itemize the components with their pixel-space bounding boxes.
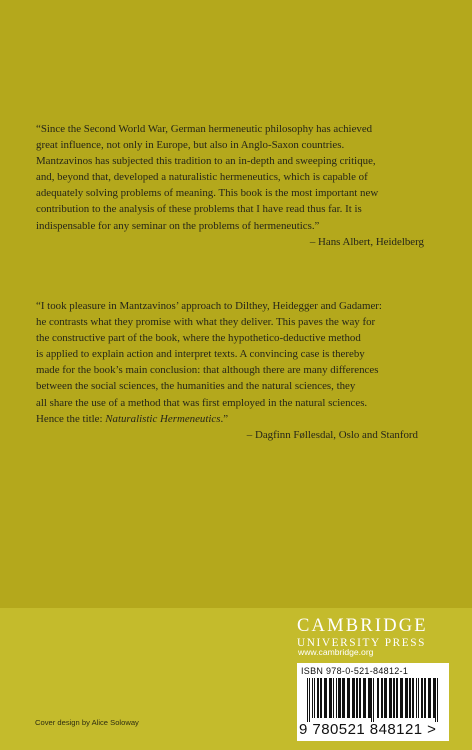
review-quote-albert: [36, 121, 442, 250]
quote-line: contribution to the analysis of these problems that I have read thus far. It is: [36, 203, 362, 216]
publisher-url: www.cambridge.org: [298, 647, 374, 657]
barcode-guard-bar: [309, 678, 310, 722]
quote-line: is applied to explain action and interpret texts. A convincing case is thereby: [36, 348, 365, 361]
barcode-bar: [428, 678, 431, 718]
quote-line: he contrasts what they promise with what they deliver. This paves the way for: [36, 316, 376, 329]
book-title: Naturalistic Hermeneutics: [105, 412, 221, 425]
publisher-name: CAMBRIDGE: [297, 616, 428, 636]
barcode-bar: [393, 678, 395, 718]
barcode-guard-bar: [373, 678, 374, 722]
quote-line: “Since the Second World War, German hermeneutic philosophy has achieved: [36, 123, 373, 135]
barcode-guard-bar: [435, 678, 436, 722]
barcode-bar: [347, 678, 350, 718]
quote-line: indispensable for any seminar on the problems of hermeneutics.”: [36, 219, 320, 232]
publisher-logo: [297, 617, 457, 650]
review-quote-follesdal: [36, 298, 442, 443]
barcode-guard-bar: [437, 678, 438, 722]
barcode-bar: [389, 678, 392, 718]
cover-design-credit: Cover design by Alice Soloway: [35, 718, 139, 727]
barcode-bars: [301, 678, 445, 722]
barcode-bar: [418, 678, 419, 718]
isbn-barcode: [297, 663, 449, 741]
barcode-bar: [396, 678, 398, 718]
quote-line-suffix: .”: [220, 412, 229, 425]
barcode-bar: [352, 678, 355, 718]
barcode-bar: [421, 678, 423, 718]
quote-line: great influence, not only in Europe, but also in Anglo-Saxon countries.: [36, 139, 345, 152]
quote-attribution: – Hans Albert, Heidelberg: [309, 235, 424, 248]
barcode-bar: [312, 678, 313, 718]
barcode-bar: [368, 678, 371, 718]
quote-line: adequately solving problems of meaning. This book is the most important new: [36, 187, 379, 200]
barcode-bar: [336, 678, 337, 718]
barcode-digits: 9 780521 848121 >: [299, 721, 437, 738]
barcode-bar: [416, 678, 417, 718]
quote-line-prefix: Hence the title:: [36, 412, 106, 425]
barcode-bar: [405, 678, 408, 718]
barcode-bar: [400, 678, 403, 718]
barcode-guard-bar: [307, 678, 308, 722]
publisher-subname: UNIVERSITY PRESS: [297, 637, 427, 649]
barcode-bar: [377, 678, 379, 718]
barcode-bar: [409, 678, 411, 718]
barcode-bar: [424, 678, 426, 718]
barcode-bar: [320, 678, 322, 718]
quote-line: between the social sciences, the humanities and the natural sciences, they: [36, 380, 356, 393]
barcode-bar: [363, 678, 366, 718]
quote-line: “I took pleasure in Mantzavinos’ approach to Dilthey, Heidegger and Gadamer:: [36, 300, 382, 312]
barcode-bar: [359, 678, 361, 718]
barcode-bar: [356, 678, 358, 718]
barcode-bar: [314, 678, 315, 718]
barcode-bar: [324, 678, 327, 718]
quote-line: made for the book’s main conclusion: that although there are many differences: [36, 364, 379, 377]
barcode-bar: [381, 678, 383, 718]
barcode-guard-bar: [371, 678, 372, 722]
quote-line: [36, 411, 442, 427]
barcode-bar: [338, 678, 341, 718]
quote-line: Mantzavinos has subjected this tradition to an in-depth and sweeping critique,: [36, 155, 376, 168]
isbn-label: ISBN 978-0-521-84812-1: [301, 666, 409, 676]
barcode-bar: [317, 678, 319, 718]
quote-line: and, beyond that, developed a naturalistic hermeneutics, which is capable of: [36, 171, 368, 184]
quote-line: the constructive part of the book, where the hypothetico-deductive method: [36, 332, 361, 345]
barcode-bar: [333, 678, 334, 718]
barcode-bar: [329, 678, 332, 718]
barcode-bar: [384, 678, 387, 718]
barcode-bar: [412, 678, 414, 718]
quote-line: all share the use of a method that was first employed in the natural sciences.: [36, 396, 368, 409]
quote-attribution: – Dagfinn Føllesdal, Oslo and Stanford: [246, 428, 418, 441]
barcode-bar: [342, 678, 345, 718]
